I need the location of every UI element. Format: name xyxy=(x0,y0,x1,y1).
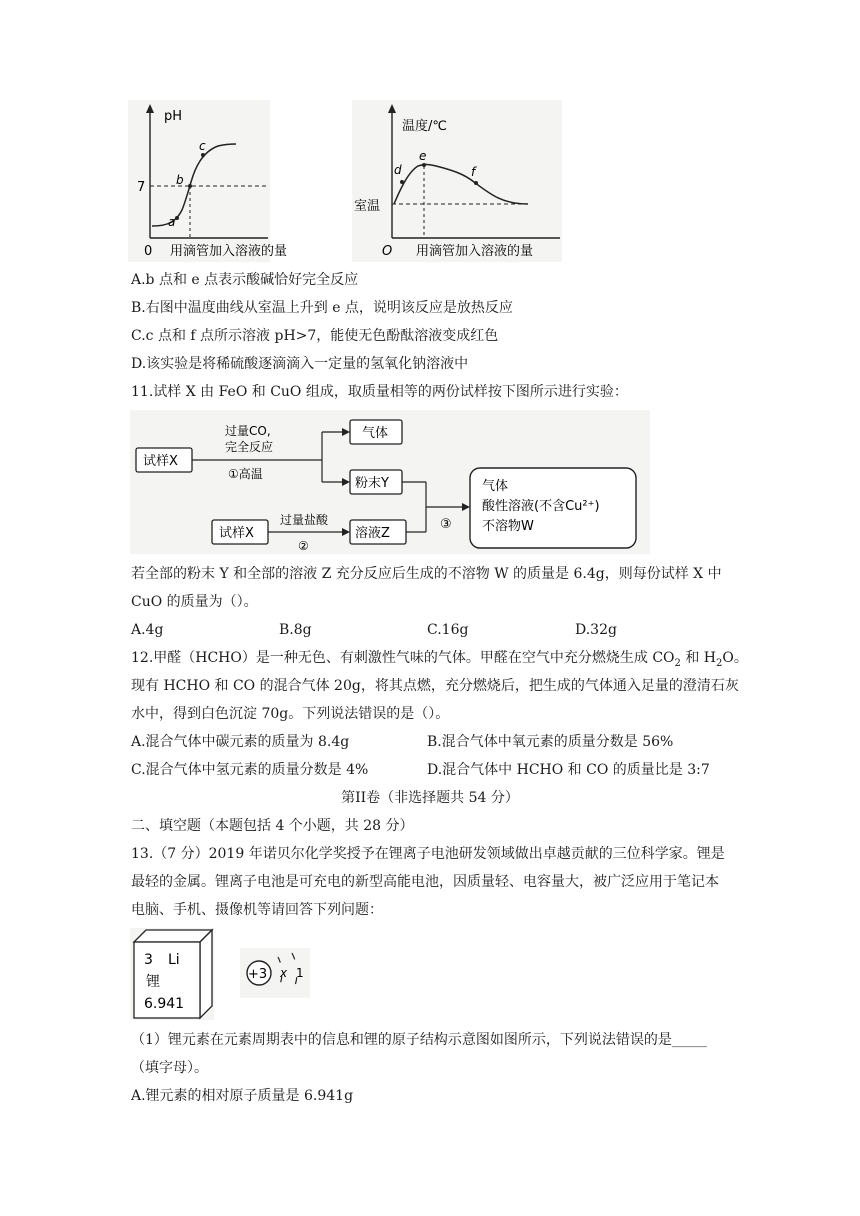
q12-option-d: D.混合气体中 HCHO 和 CO 的质量比是 3:7 xyxy=(427,762,710,778)
q10-option-b: B.右图中温度曲线从室温上升到 e 点，说明该反应是放热反应 xyxy=(131,300,513,316)
tile-symbol: Li xyxy=(168,952,180,968)
temp-label-d: d xyxy=(394,163,402,177)
ph-label-a: a xyxy=(168,215,176,229)
q13-line-1: 13.（7 分）2019 年诺贝尔化学奖授予在锂离子电池研发领域做出卓越贡献的三位科学家。锂是 xyxy=(131,846,725,862)
q11-continuation-2: CuO 的质量为（）。 xyxy=(131,594,258,610)
ph-label-c: c xyxy=(199,139,206,153)
q10-option-d: D.该实验是将稀硫酸逐滴滴入一定量的氢氧化钠溶液中 xyxy=(131,356,469,372)
tile-side-face xyxy=(200,930,212,1018)
temp-point-e xyxy=(422,163,426,167)
q12-line-1-text-a: 12.甲醛（HCHO）是一种无色、有刺激性气味的气体。甲醛在空气中充分燃烧生成 CO xyxy=(131,650,675,666)
ph-x-label: 用滴管加入溶液的量 xyxy=(170,244,288,259)
flow-result-solid: 不溶物W xyxy=(482,519,534,534)
q12-option-a: A.混合气体中碳元素的质量为 8.4g xyxy=(131,734,350,750)
tile-name: 锂 xyxy=(146,974,160,990)
flow-step1: ①高温 xyxy=(228,467,263,481)
flow-cond2: 过量盐酸 xyxy=(280,513,329,527)
flow-cond1b: 完全反应 xyxy=(225,440,274,454)
flow-step3: ③ xyxy=(440,517,452,532)
q12-option-b: B.混合气体中氧元素的质量分数是 56% xyxy=(427,734,674,750)
temp-point-f xyxy=(474,181,478,185)
ph-point-b xyxy=(188,184,192,188)
temperature-graph xyxy=(352,100,562,262)
ph-graph xyxy=(128,100,288,262)
q13-answer-blank: _____ xyxy=(671,1032,707,1048)
temp-y-label: 温度/℃ xyxy=(402,119,447,134)
lithium-element-tile xyxy=(130,928,214,1020)
temp-label-f: f xyxy=(471,165,476,179)
q13-line-2: 最轻的金属。锂离子电池是可充电的新型高能电池，因质量轻、电容量大，被广泛应用于笔记本 xyxy=(131,874,719,890)
flow-powder-label: 粉末Y xyxy=(355,476,389,491)
ph-point-a xyxy=(175,216,179,220)
ph-label-b: b xyxy=(176,173,184,187)
q11-continuation-1: 若全部的粉末 Y 和全部的溶液 Z 充分反应后生成的不溶物 W 的质量是 6.4g，则每份试样 X 中 xyxy=(131,566,722,582)
temp-room-label: 室温 xyxy=(354,199,381,214)
q11-stem: 11.试样 X 由 FeO 和 CuO 组成，取质量相等的两份试样按下图所示进行实验： xyxy=(131,384,628,400)
tile-atomic-number: 3 xyxy=(144,952,153,968)
flow-result-gas: 气体 xyxy=(482,479,509,494)
tile-atomic-mass: 6.941 xyxy=(144,996,185,1012)
q13-line-3: 电脑、手机、摄像机等请回答下列问题： xyxy=(131,902,383,918)
temp-x-label: 用滴管加入溶液的量 xyxy=(416,244,534,259)
q13-sub1-text: （1）锂元素在元素周期表中的信息和锂的原子结构示意图如图所示，下列说法错误的是 xyxy=(131,1032,672,1048)
flow-gas-label: 气体 xyxy=(362,426,389,441)
q13-sub1-hint: （填字母）。 xyxy=(131,1060,208,1076)
q12-line-1-text-c: O。 xyxy=(722,650,748,666)
section-title: 第II卷（非选择题共 54 分） xyxy=(341,790,519,806)
flow-sample1-label: 试样X xyxy=(143,454,178,469)
ph-y-label: pH xyxy=(164,109,183,124)
flow-solution-label: 溶液Z xyxy=(355,526,390,541)
q10-option-a: A.b 点和 e 点表示酸碱恰好完全反应 xyxy=(131,272,359,288)
q12-line-3: 水中，得到白色沉淀 70g。下列说法错误的是（）。 xyxy=(131,706,450,722)
atom-shell-2-electrons: 1 xyxy=(296,966,304,980)
q12-sub-2a: 2 xyxy=(674,657,681,669)
q10-option-c: C.c 点和 f 点所示溶液 pH>7，能使无色酚酞溶液变成红色 xyxy=(131,328,499,344)
flow-sample2-label: 试样X xyxy=(219,526,254,541)
temp-label-e: e xyxy=(419,149,427,163)
flow-result-solution: 酸性溶液(不含Cu²⁺) xyxy=(482,499,600,514)
atom-shell-1-electrons: x xyxy=(280,966,288,980)
tile-top-face xyxy=(134,930,212,942)
q12-line-1 xyxy=(131,648,748,668)
ph-origin: 0 xyxy=(144,244,153,259)
flow-cond1a: 过量CO, xyxy=(225,424,271,438)
temp-origin: O xyxy=(382,244,393,259)
q12-line-2: 现有 HCHO 和 CO 的混合气体 20g，将其点燃，充分燃烧后，把生成的气体通入足量的澄清石灰 xyxy=(131,678,739,694)
section-part2: 二、填空题（本题包括 4 个小题，共 28 分） xyxy=(131,818,414,834)
q13-sub1-line xyxy=(131,1030,707,1050)
q12-sub-2b: 2 xyxy=(716,657,723,669)
ph-seven-label: 7 xyxy=(137,180,146,195)
q11-option-a: A.4g xyxy=(131,622,164,638)
q11-option-b: B.8g xyxy=(279,622,312,638)
q11-option-c: C.16g xyxy=(427,622,469,638)
flow-step2: ② xyxy=(298,539,309,553)
ph-point-c xyxy=(201,153,205,157)
q12-line-1-text-b: 和 H xyxy=(680,650,716,666)
q11-option-d: D.32g xyxy=(575,622,617,638)
q11-flowchart xyxy=(130,410,650,554)
lithium-atom-diagram xyxy=(240,948,310,998)
q12-option-c: C.混合气体中氢元素的质量分数是 4% xyxy=(131,762,369,778)
atom-nucleus-charge: +3 xyxy=(248,967,268,982)
temp-point-d xyxy=(400,180,404,184)
q13-option-a: A.锂元素的相对原子质量是 6.941g xyxy=(131,1088,354,1104)
